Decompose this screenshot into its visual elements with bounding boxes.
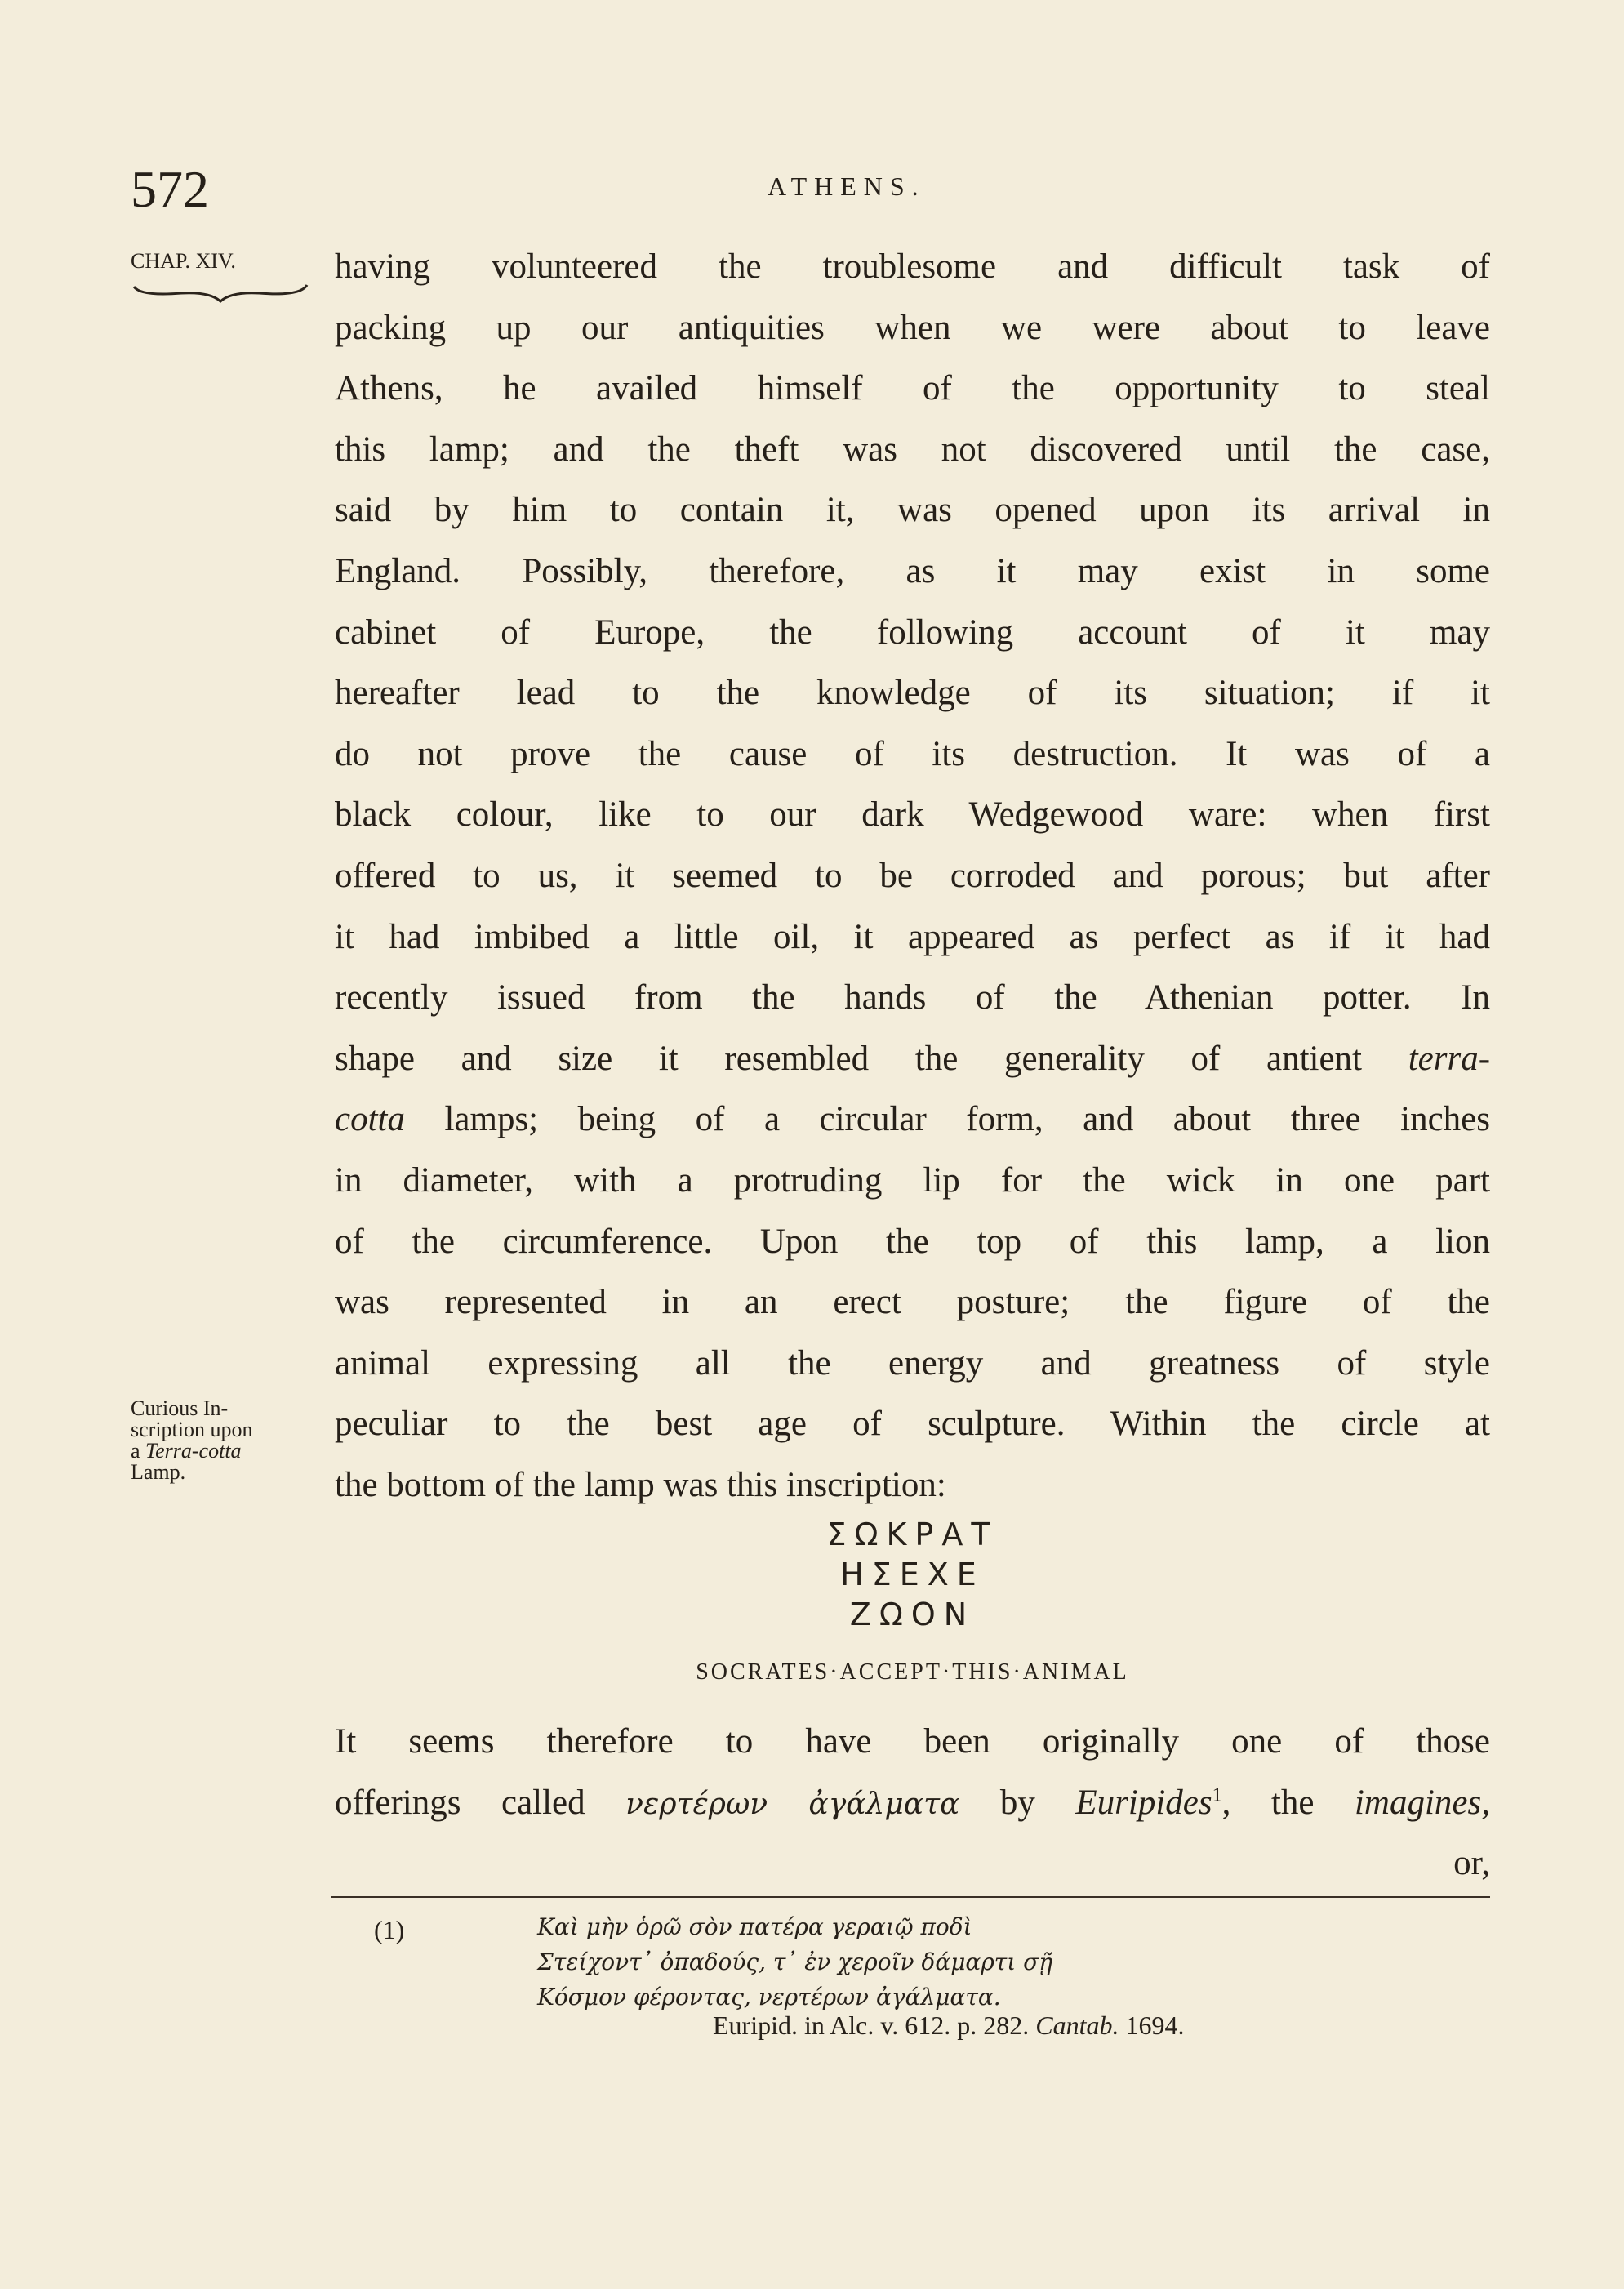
text-line: cabinet of Europe, the following account of it may [335, 612, 1490, 652]
text-line: It seems therefore to have been originally one of those [335, 1722, 1490, 1761]
text-line: cotta lamps; being of a circular form, and about three inches [335, 1100, 1490, 1139]
footnote-number: (1) [374, 1915, 405, 1944]
text-line: do not prove the cause of its destruction. It was of a [335, 734, 1490, 773]
footnote-line: Στείχοντ᾽ ὀπαδούς, τ᾽ ἐν χεροῖν δάμαρτι σῇ [537, 1948, 1053, 1975]
sidenote-line: a Terra-cotta [131, 1439, 242, 1463]
text-line: England. Possibly, therefore, as it may exist in some [335, 551, 1490, 590]
footnote-citation: Euripid. in Alc. v. 612. p. 282. Cantab. 1694. [713, 2011, 1185, 2040]
text-line: recently issued from the hands of the Athenian potter. In [335, 978, 1490, 1018]
text-line: shape and size it resembled the generality of antient terra- [335, 1039, 1491, 1078]
margin-sidenote [131, 1398, 253, 1483]
brace-ornament [132, 282, 312, 306]
sidenote-line: Curious In- [131, 1396, 229, 1420]
text-line: animal expressing all the energy and greatness of style [335, 1343, 1490, 1383]
text-line: offerings called νερτέρων ἀγάλματα by Euripides$^1$, the imagines, [335, 1783, 1490, 1822]
footnote-ref: 1 [1212, 1784, 1222, 1806]
sidenote-line: scription upon [131, 1418, 253, 1441]
text-line: black colour, like to our dark Wedgewood ware: when first [335, 795, 1490, 835]
running-head: ATHENS. [768, 171, 926, 201]
page-number: 572 [131, 160, 209, 218]
body-text [335, 237, 1490, 1516]
text-line: it had imbibed a little oil, it appeared as perfect as if it had [335, 917, 1490, 956]
text-line: Athens, he availed himself of the opportunity to steal [335, 369, 1490, 408]
inscription-line: ΖΩΟΝ [849, 1597, 976, 1632]
text-line: of the circumference. Upon the top of this lamp, a lion [335, 1222, 1490, 1261]
terra-word: terra- [1408, 1039, 1491, 1078]
text-line: packing up our antiquities when we were about to leave [335, 308, 1490, 347]
text-line: in diameter, with a protruding lip for the wick in one part [335, 1160, 1490, 1200]
body-text-continued [335, 1712, 1490, 1895]
greek-inscription [335, 1515, 1490, 1635]
catchword: or, [1453, 1844, 1490, 1883]
text-line: having volunteered the troublesome and difficult task of [335, 247, 1490, 286]
chapter-marker: CHAP. XIV. [131, 249, 236, 273]
footnote-rule [331, 1896, 1490, 1898]
inscription-line: ΣΩΚΡΑΤ [826, 1516, 999, 1552]
text-line: was represented in an erect posture; the figure of the [335, 1283, 1490, 1322]
footnote-line: Καὶ μὴν ὁρῶ σὸν πατέρα γεραιῷ ποδὶ [537, 1913, 972, 1940]
text-line: hereafter lead to the knowledge of its situation; if it [335, 674, 1490, 713]
text-line: peculiar to the best age of sculpture. Within the circle at [335, 1405, 1490, 1444]
footnote-line: Κόσμον φέροντας, νερτέρων ἀγάλματα. [537, 1984, 1001, 2011]
cotta-word: cotta [335, 1100, 405, 1139]
greek-phrase: νερτέρων ἀγάλματα [625, 1787, 960, 1821]
inscription-translation: SOCRATES·ACCEPT·THIS·ANIMAL [696, 1659, 1129, 1685]
author-name: Euripides [1075, 1783, 1212, 1822]
inscription-line: ΗΣΕΧΕ [840, 1556, 985, 1592]
footnote-verse [537, 1909, 1052, 2015]
text-line: said by him to contain it, was opened upon its arrival in [335, 491, 1490, 530]
sidenote-line: Lamp. [131, 1460, 186, 1484]
text-line: this lamp; and the theft was not discovered until the case, [335, 430, 1490, 469]
text-line: offered to us, it seemed to be corroded and porous; but after [335, 856, 1490, 895]
text-line: the bottom of the lamp was this inscription: [335, 1465, 946, 1504]
